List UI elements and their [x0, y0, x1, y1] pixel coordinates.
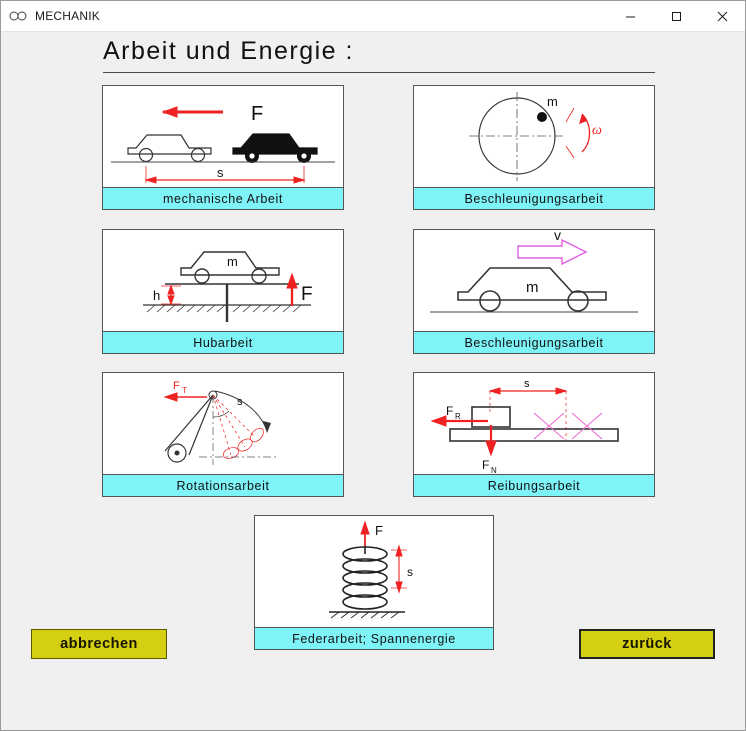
minimize-button[interactable]	[607, 1, 653, 31]
close-button[interactable]	[699, 1, 745, 31]
svg-text:F: F	[482, 458, 490, 472]
card-mechanische-arbeit[interactable]	[102, 85, 344, 210]
card-beschleunigungsarbeit-translation[interactable]	[413, 229, 655, 354]
figure-rotationsarbeit	[102, 372, 344, 475]
back-button[interactable]: zurück	[579, 629, 715, 659]
svg-text:N: N	[491, 466, 497, 474]
card-label-beschleunigungsarbeit-rotation[interactable]: Beschleunigungsarbeit	[413, 188, 655, 210]
svg-text:s: s	[237, 396, 243, 408]
svg-text:m: m	[227, 254, 238, 269]
card-hubarbeit[interactable]	[102, 229, 344, 354]
card-label-mechanische-arbeit[interactable]: mechanische Arbeit	[102, 188, 344, 210]
figure-reibungsarbeit	[413, 372, 655, 475]
figure-mechanische-arbeit	[102, 85, 344, 188]
window-controls	[607, 1, 745, 31]
card-label-rotationsarbeit[interactable]: Rotationsarbeit	[102, 475, 344, 497]
figure-beschleunigungsarbeit-translation	[413, 229, 655, 332]
svg-text:ω: ω	[592, 123, 602, 138]
card-federarbeit[interactable]	[254, 515, 494, 650]
svg-text:F: F	[251, 103, 264, 125]
card-label-hubarbeit[interactable]: Hubarbeit	[102, 332, 344, 354]
svg-text:F: F	[301, 284, 313, 305]
figure-federarbeit	[254, 515, 494, 628]
svg-text:T: T	[182, 386, 187, 395]
svg-text:m: m	[547, 94, 558, 109]
card-reibungsarbeit[interactable]	[413, 372, 655, 497]
svg-text:F: F	[375, 523, 383, 538]
card-beschleunigungsarbeit-rotation[interactable]	[413, 85, 655, 210]
svg-text:R: R	[455, 412, 461, 421]
app-icon	[7, 5, 29, 27]
figure-beschleunigungsarbeit-rotation	[413, 85, 655, 188]
svg-text:F: F	[446, 404, 454, 418]
svg-text:m: m	[526, 279, 539, 296]
title-bar	[1, 1, 745, 32]
figure-hubarbeit	[102, 229, 344, 332]
svg-text:s: s	[407, 565, 413, 579]
card-rotationsarbeit[interactable]	[102, 372, 344, 497]
page-title: Arbeit und Energie :	[103, 37, 655, 73]
svg-text:s: s	[217, 165, 224, 180]
window-title: MECHANIK	[35, 9, 100, 23]
card-label-reibungsarbeit[interactable]: Reibungsarbeit	[413, 475, 655, 497]
svg-text:v: v	[554, 230, 561, 243]
card-label-federarbeit[interactable]: Federarbeit; Spannenergie	[254, 628, 494, 650]
svg-text:h: h	[153, 288, 161, 303]
svg-text:s: s	[524, 378, 530, 390]
maximize-button[interactable]	[653, 1, 699, 31]
svg-text:F: F	[173, 380, 180, 392]
card-label-beschleunigungsarbeit-translation[interactable]: Beschleunigungsarbeit	[413, 332, 655, 354]
cancel-button[interactable]: abbrechen	[31, 629, 167, 659]
